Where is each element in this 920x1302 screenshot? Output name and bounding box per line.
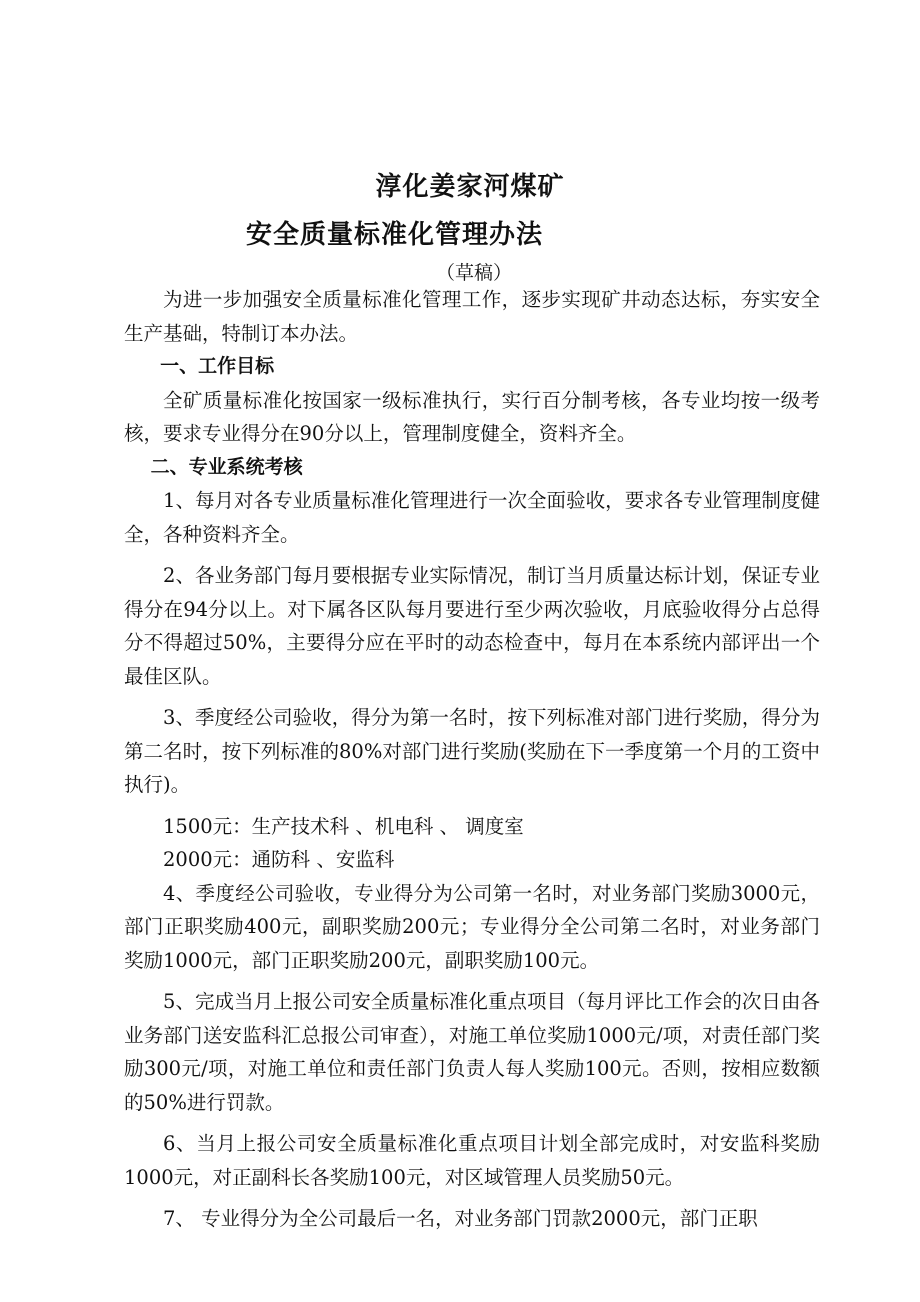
reward-1500-line: 1500元：生产技术科 、机电科 、 调度室 bbox=[163, 814, 524, 838]
section2-heading: 二、专业系统考核 bbox=[150, 455, 303, 478]
document-body bbox=[124, 283, 820, 1236]
document-subtitle: （草稿） bbox=[436, 262, 513, 284]
document-title-line2: 安全质量标准化管理办法 bbox=[246, 220, 544, 250]
item-7-paragraph: 7、 专业得分为全公司最后一名，对业务部门罚款2000元，部门正职 bbox=[163, 1207, 758, 1230]
section1-heading: 一、工作目标 bbox=[160, 355, 275, 377]
item-4-paragraph: 4、季度经公司验收，专业得分为公司第一名时，对业务部门奖励3000元，部门正职奖励400元，副职奖励200元；专业得分全公司第二名时，对业务部门奖励1000元，部门正职奖励200元，副职奖励100元。 bbox=[124, 881, 820, 972]
reward-2000-line: 2000元：通防科 、安监科 bbox=[163, 848, 395, 871]
document-title-line1: 淳化姜家河煤矿 bbox=[375, 172, 565, 202]
section1-paragraph: 全矿质量标准化按国家一级标准执行，实行百分制考核，各专业均按一级考核，要求专业得分在90分以上，管理制度健全，资料齐全。 bbox=[124, 388, 820, 445]
item-2-paragraph: 2、各业务部门每月要根据专业实际情况，制订当月质量达标计划，保证专业得分在94分以上。对下属各区队每月要进行至少两次验收，月底验收得分占总得分不得超过50%，主要得分应在平时的动态检查中，每月在本系统内部评出一个最佳区队。 bbox=[124, 564, 820, 688]
item-3-paragraph: 3、季度经公司验收，得分为第一名时，按下列标准对部门进行奖励，得分为第二名时，按下列标准的80%对部门进行奖励(奖励在下一季度第一个月的工资中执行)。 bbox=[124, 706, 820, 796]
item-5-paragraph: 5、完成当月上报公司安全质量标准化重点项目（每月评比工作会的次日由各业务部门送安监科汇总报公司审查），对施工单位奖励1000元/项，对责任部门奖励300元/项，对施工单位和责任部门负责人每人奖励100元。否则，按相应数额的50%进行罚款。 bbox=[124, 990, 820, 1114]
item-6-paragraph: 6、当月上报公司安全质量标准化重点项目计划全部完成时，对安监科奖励1000元，对正副科长各奖励100元，对区域管理人员奖励50元。 bbox=[124, 1132, 820, 1189]
intro-paragraph: 为进一步加强安全质量标准化管理工作，逐步实现矿井动态达标，夯实安全生产基础，特制订本办法。 bbox=[124, 288, 820, 345]
item-1-paragraph: 1、每月对各专业质量标准化管理进行一次全面验收，要求各专业管理制度健全，各种资料齐全。 bbox=[124, 489, 820, 546]
